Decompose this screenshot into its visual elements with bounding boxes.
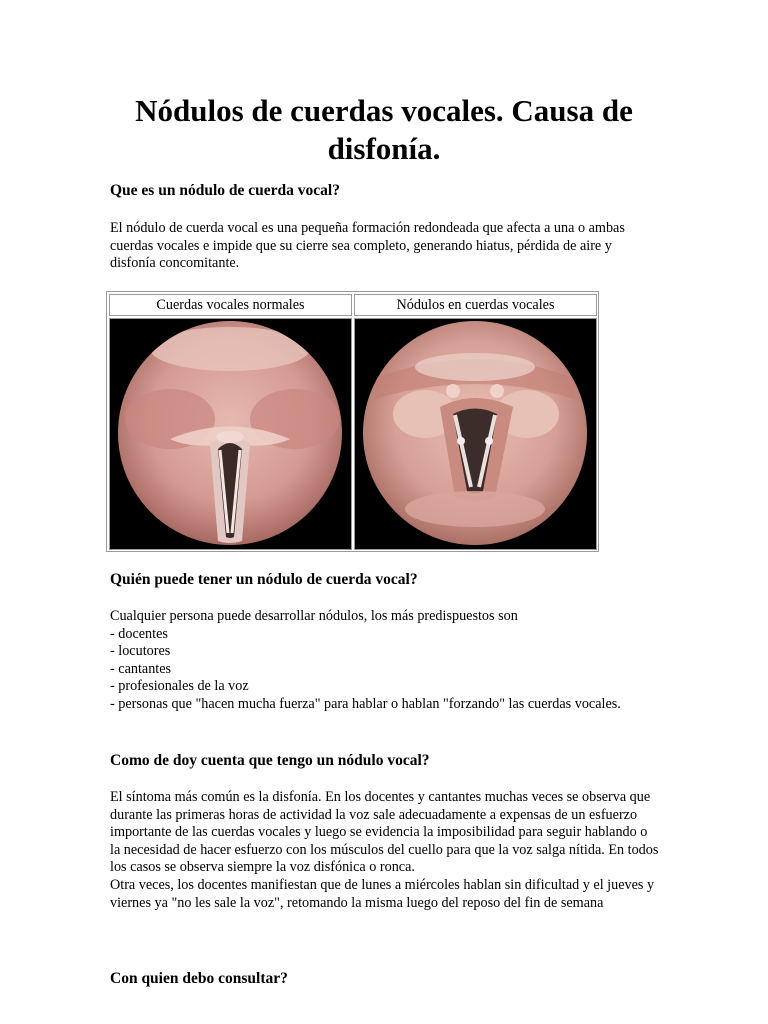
list-item: - docentes <box>110 625 168 642</box>
image-normal-vocal-cords <box>109 318 352 550</box>
list-item: - personas que "hacen mucha fuerza" para hablar o hablan "forzando" las cuerdas vocales. <box>110 695 621 712</box>
heading-who-to-consult: Con quien debo consultar? <box>110 970 288 987</box>
caption-nodules-vocal-cords: Nódulos en cuerdas vocales <box>354 294 597 316</box>
page-title: Nódulos de cuerdas vocales. Causa de disfonía. <box>135 93 633 166</box>
list-intro: Cualquier persona puede desarrollar nódulos, los más predispuestos son <box>110 608 518 624</box>
paragraph-symptoms-1: El síntoma más común es la disfonía. En los docentes y cantantes muchas veces se observa que durante las primeras horas de actividad la voz sale adecuadamente a expensas de un esfuerzo importante de las cuerdas vocales y luego se evidencia la imposibilidad para seguir hablando o la necesidad de hacer esfuerzo con los músculos del cuello para que la voz salga nítida. En todos los casos se observa siempre la voz disfónica o ronca. <box>110 789 659 876</box>
heading-how-to-notice: Como de doy cuenta que tengo un nódulo vocal? <box>110 752 430 769</box>
comparison-figure-table <box>106 291 599 552</box>
image-nodules-vocal-cords <box>354 318 597 550</box>
caption-normal-vocal-cords: Cuerdas vocales normales <box>109 294 352 316</box>
laryngoscopy-normal-image <box>110 319 351 549</box>
laryngoscopy-nodules-image <box>355 319 596 549</box>
list-item: - cantantes <box>110 660 172 677</box>
paragraph-what-is-nodule: El nódulo de cuerda vocal es una pequeña formación redondeada que afecta a una o ambas cuerdas vocales e impide que su cierre sea completo, generando hiatus, pérdida de aire y disfonía concomitante. <box>110 220 625 272</box>
heading-what-is-nodule: Que es un nódulo de cuerda vocal? <box>110 182 340 199</box>
list-predisposed-people <box>110 608 660 714</box>
paragraph-symptoms-2: Otra veces, los docentes manifiestan que de lunes a miércoles hablan sin dificultad y el jueves y viernes ya "no les sale la voz", retomando la misma luego del reposo del fin de semana <box>110 876 655 911</box>
paragraph-symptoms <box>110 789 660 912</box>
heading-who-can-have-nodule: Quién puede tener un nódulo de cuerda vocal? <box>110 571 418 588</box>
list-item: - profesionales de la voz <box>110 678 249 695</box>
list-item: - locutores <box>110 643 171 660</box>
